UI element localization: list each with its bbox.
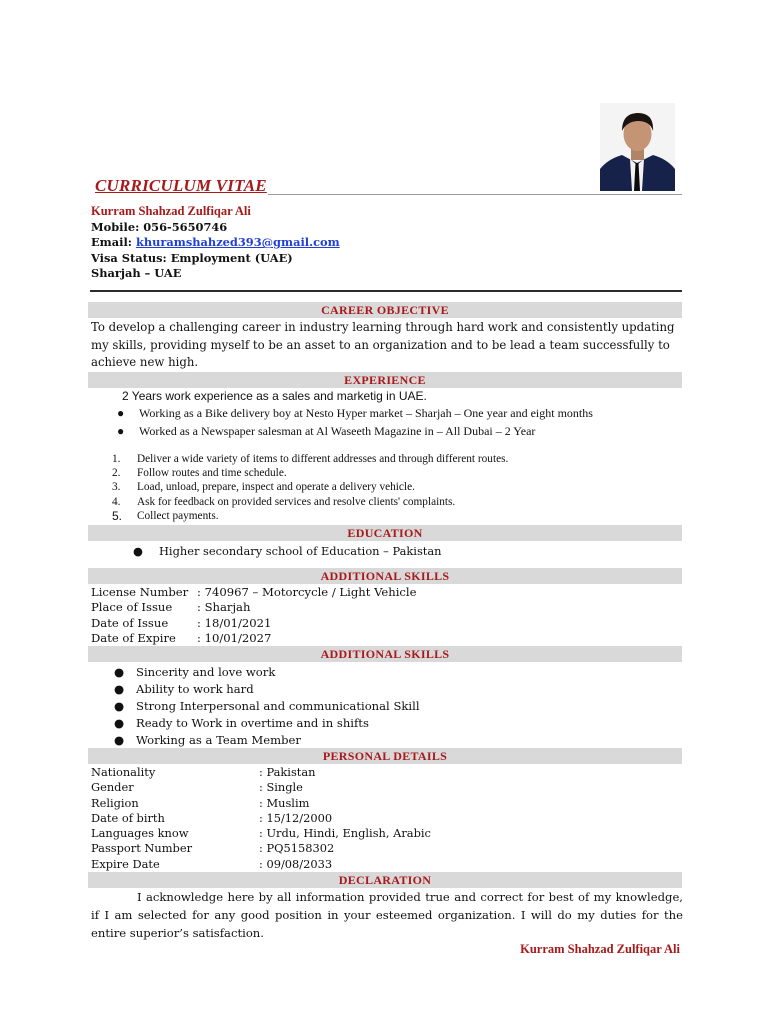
license-row: Date of Expire : 10/01/2027	[91, 630, 272, 645]
license-row: License Number : 740967 – Motorcycle / Light Vehicle	[91, 585, 417, 599]
bullet-icon: ●	[114, 715, 125, 730]
license-row: Place of Issue : Sharjah	[91, 600, 251, 615]
personal-row: Gender : Single	[91, 780, 303, 795]
personal-row: Languages know : Urdu, Hindi, English, Arabic	[91, 826, 431, 841]
list-item: 5. Collect payments.	[112, 508, 219, 523]
bullet-icon: ●	[117, 424, 125, 438]
bullet-icon: ●	[117, 406, 125, 420]
list-item: ● Worked as a Newspaper salesman at Al Waseeth Magazine in – All Dubai – 2 Year	[117, 424, 536, 438]
bullet-icon: ●	[114, 732, 125, 747]
personal-heading: PERSONAL DETAILS	[88, 748, 682, 764]
list-item: ● Strong Interpersonal and communicational Skill	[114, 698, 420, 713]
education-item	[133, 544, 442, 558]
email-line	[91, 235, 340, 251]
experience-heading: EXPERIENCE	[88, 372, 682, 388]
personal-row: Expire Date : 09/08/2033	[91, 856, 333, 871]
bullet-icon: ●	[114, 698, 125, 713]
list-item: 4. Ask for feedback on provided services and resolve clients' complaints.	[112, 495, 456, 508]
education-heading: EDUCATION	[88, 525, 682, 541]
candidate-name: Kurram Shahzad Zulfiqar Ali	[91, 204, 251, 218]
license-heading: ADDITIONAL SKILLS	[88, 568, 682, 584]
experience-intro: 2 Years work experience as a sales and marketig in UAE.	[122, 389, 427, 403]
declaration-text: I acknowledge here by all information provided true and correct for best of my knowledge, if I am selected for any good position in your esteemed organization. I will do my duties for the entire superior’s satisfaction.	[91, 890, 683, 940]
skills-list	[114, 664, 420, 749]
personal-row: Passport Number : PQ5158302	[91, 841, 335, 856]
list-item: ● Higher secondary school of Education – Pakistan	[133, 544, 442, 558]
bullet-icon: ●	[114, 681, 125, 696]
license-details	[91, 585, 416, 646]
mobile-line: Mobile: 056-5650746	[91, 219, 228, 234]
visa-status: Visa Status: Employment (UAE)	[91, 250, 293, 265]
list-item: ● Ability to work hard	[114, 681, 254, 696]
list-item: 1. Deliver a wide variety of items to different addresses and through different routes.	[112, 453, 509, 465]
location: Sharjah – UAE	[91, 266, 182, 281]
personal-row: Date of birth : 15/12/2000	[91, 810, 333, 825]
profile-photo	[600, 103, 675, 191]
personal-details	[91, 765, 431, 872]
list-item: 3. Load, unload, prepare, inspect and operate a delivery vehicle.	[112, 481, 415, 494]
list-item: 2. Follow routes and time schedule.	[112, 467, 287, 480]
email-label: Email:	[91, 235, 136, 250]
header-divider	[90, 290, 682, 292]
list-item: ● Ready to Work in overtime and in shifts	[114, 715, 369, 730]
list-item: ● Sincerity and love work	[114, 665, 276, 679]
contact-block	[91, 204, 340, 282]
experience-duties	[112, 452, 657, 523]
bullet-icon: ●	[133, 544, 143, 558]
email-link[interactable]: khuramshahzed393@gmail.com	[135, 235, 340, 250]
bullet-icon: ●	[114, 665, 125, 679]
declaration-heading: DECLARATION	[88, 872, 682, 888]
list-item: ● Working as a Bike delivery boy at Nesto Hyper market – Sharjah – One year and eight months	[117, 406, 593, 420]
personal-row: Religion : Muslim	[91, 795, 310, 810]
signature-name: Kurram Shahzad Zulfiqar Ali	[520, 942, 680, 956]
career-objective-heading: CAREER OBJECTIVE	[88, 302, 682, 318]
title-rule	[268, 194, 682, 195]
personal-row: Nationality : Pakistan	[91, 765, 316, 779]
experience-bullets	[117, 406, 619, 439]
list-item: ● Working as a Team Member	[114, 732, 301, 747]
career-objective-text: To develop a challenging career in industry learning through hard work and consistently updating my skills, providing myself to be an asset to an organization and to be lead a team successfully to achieve new high.	[91, 320, 675, 370]
license-row: Date of Issue : 18/01/2021	[91, 615, 272, 630]
page-title: CURRICULUM VITAE	[95, 176, 267, 195]
skills-heading: ADDITIONAL SKILLS	[88, 646, 682, 662]
